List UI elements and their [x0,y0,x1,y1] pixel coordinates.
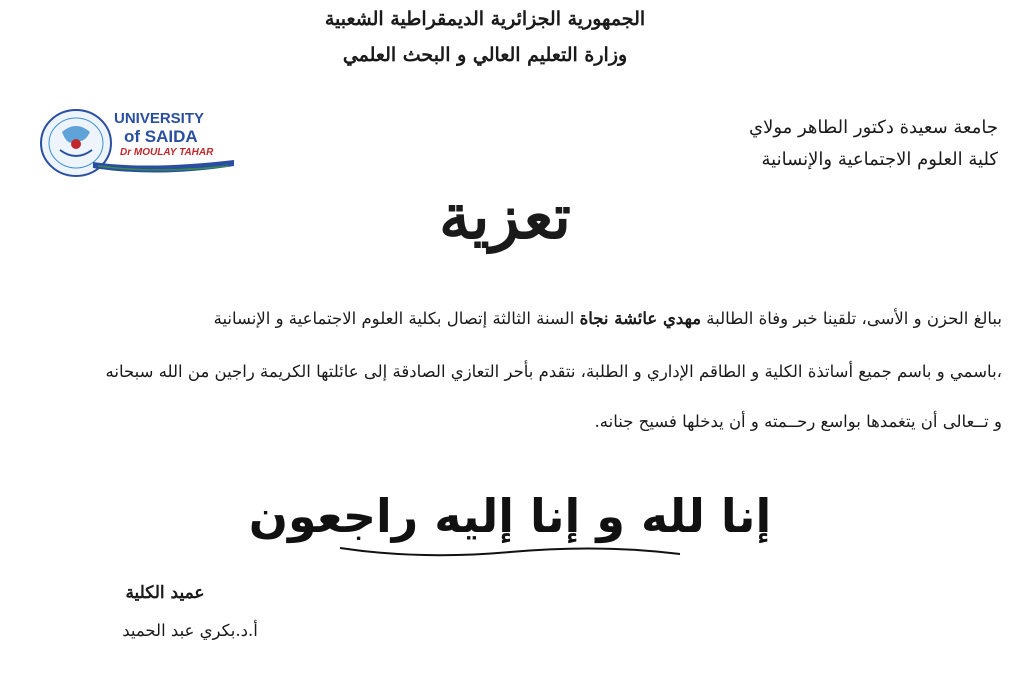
university-name: جامعة سعيدة دكتور الطاهر مولاي [748,117,998,138]
university-logo [38,104,238,182]
student-name: مهدي عائشة نجاة [579,309,702,328]
signature-role: عميد الكلية [125,583,205,603]
signature-name: أ.د.بكري عبد الحميد [122,621,258,640]
body-paragraph-2: ،باسمي و باسم جميع أساتذة الكلية و الطاقم الإداري و الطلبة، نتقدم بأحر التعازي الصادقة إلى عائلتها الكريمة راجين من الله سبحانه [105,362,1002,381]
svg-text:UNIVERSITY: UNIVERSITY [114,110,205,127]
faculty-name: كلية العلوم الاجتماعية والإنسانية [761,149,998,170]
svg-text:of SAIDA: of SAIDA [124,127,198,146]
body-paragraph-1 [214,309,1002,328]
body-paragraph-3: و تــعالى أن يتغمدها بواسع رحــمته و أن يدخلها فسيح جنانه. [594,412,1002,431]
p1-end: السنة الثالثة إتصال بكلية العلوم الاجتماعية و الإنسانية [213,309,580,328]
svg-text:Dr MOULAY TAHAR: Dr MOULAY TAHAR [120,147,214,158]
ministry-heading: وزارة التعليم العالي و البحث العلمي [342,44,628,66]
p1-start: ببالغ الحزن و الأسى، تلقينا خبر وفاة الطالبة [701,309,1002,328]
calligraphy-verse [248,468,772,560]
republic-heading: الجمهورية الجزائرية الديمقراطية الشعبية [324,8,646,30]
condolence-title: تعزية [439,180,571,253]
svg-text:إنا لله و إنا إليه راجعون: إنا لله و إنا إليه راجعون [248,489,772,543]
